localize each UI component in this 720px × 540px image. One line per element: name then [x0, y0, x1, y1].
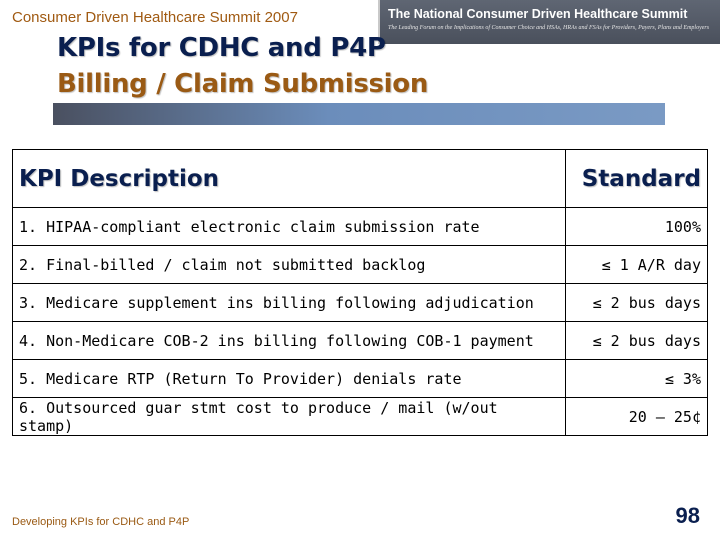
kpi-standard-cell: ≤ 3% — [566, 360, 708, 398]
table-row — [13, 398, 708, 436]
header-kpi-description: KPI Description — [13, 150, 566, 208]
table-row — [13, 246, 708, 284]
kpi-standard-cell: 100% — [566, 208, 708, 246]
kpi-description-cell: 2. Final-billed / claim not submitted backlog — [13, 246, 566, 284]
kpi-description-cell: 5. Medicare RTP (Return To Provider) denials rate — [13, 360, 566, 398]
kpi-standard-cell: ≤ 2 bus days — [566, 322, 708, 360]
summit-banner — [378, 0, 720, 44]
table-row — [13, 360, 708, 398]
page-number: 98 — [675, 503, 700, 528]
title-divider-bar — [53, 103, 665, 125]
kpi-standard-cell: 20 – 25¢ — [566, 398, 708, 436]
kpi-table — [12, 149, 708, 436]
kpi-description-cell: 4. Non-Medicare COB-2 ins billing following COB-1 payment — [13, 322, 566, 360]
summit-title: Consumer Driven Healthcare Summit 2007 — [12, 9, 298, 26]
kpi-standard-cell: ≤ 1 A/R day — [566, 246, 708, 284]
kpi-description-cell: 6. Outsourced guar stmt cost to produce / mail (w/out stamp) — [13, 398, 566, 436]
table-row — [13, 208, 708, 246]
footer-text: Developing KPIs for CDHC and P4P — [12, 516, 190, 528]
table-header-row — [13, 150, 708, 208]
banner-subtitle: The Leading Forum on the Implications of Consumer Choice and HSAs, HRAs and FSAs for Providers, Payers, Plans and Employers — [388, 25, 710, 31]
kpi-description-cell: 1. HIPAA-compliant electronic claim submission rate — [13, 208, 566, 246]
kpi-description-cell: 3. Medicare supplement ins billing following adjudication — [13, 284, 566, 322]
slide-title: KPIs for CDHC and P4P — [57, 33, 386, 63]
banner-title: The National Consumer Driven Healthcare Summit — [388, 7, 688, 21]
table-row — [13, 322, 708, 360]
header-standard: Standard — [566, 150, 708, 208]
slide-subtitle: Billing / Claim Submission — [57, 69, 429, 99]
table-row — [13, 284, 708, 322]
kpi-standard-cell: ≤ 2 bus days — [566, 284, 708, 322]
